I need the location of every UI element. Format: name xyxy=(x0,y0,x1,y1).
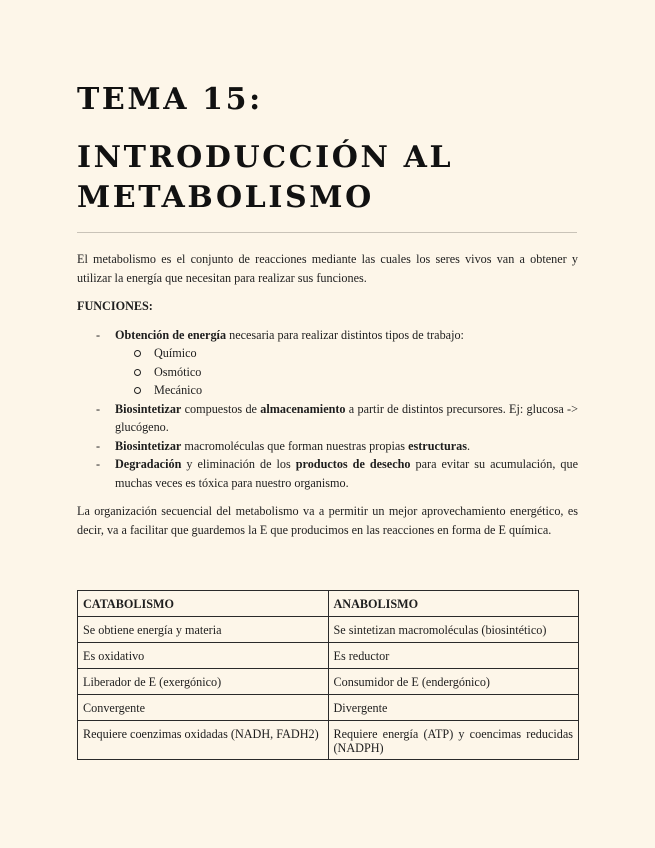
function-item-1-bold: Obtención de energía xyxy=(115,327,227,342)
functions-heading: FUNCIONES: xyxy=(77,299,153,313)
list-dash: - xyxy=(96,401,101,416)
function-item-4-mid: y eliminación de los xyxy=(181,457,296,471)
title-divider xyxy=(77,232,577,233)
table-cell: Es oxidativo xyxy=(78,643,329,669)
circle-bullet-icon xyxy=(134,350,141,357)
function-item-2-text: a partir de distintos precursores. Ej: glucosa -> glucógeno. xyxy=(115,401,578,434)
function-item-4-bold-2: productos de desecho xyxy=(295,457,411,471)
table-cell: Requiere energía (ATP) y coencimas reducidas (NADPH) xyxy=(328,721,579,760)
function-item-2-bold-1: Biosintetizar xyxy=(115,401,182,416)
table-cell: Liberador de E (exergónico) xyxy=(78,669,329,695)
table-row xyxy=(78,721,579,760)
title-line-2 xyxy=(77,138,577,218)
function-item-4 xyxy=(77,455,578,492)
table-cell: Consumidor de E (endergónico) xyxy=(328,669,579,695)
work-types-list xyxy=(115,344,578,400)
table-cell: Se sintetizan macromoléculas (biosintético) xyxy=(328,617,579,643)
comparison-table xyxy=(77,590,579,760)
table-row xyxy=(78,669,579,695)
work-type-item xyxy=(115,381,578,400)
work-type-label: Osmótico xyxy=(154,364,202,379)
function-item-3-bold-2: estructuras xyxy=(408,438,467,453)
function-item-2-mid: compuestos de xyxy=(181,401,261,416)
list-dash: - xyxy=(96,457,101,471)
list-dash: - xyxy=(96,438,101,453)
list-dash: - xyxy=(96,327,101,342)
table-cell: Convergente xyxy=(78,695,329,721)
intro-paragraph: El metabolismo es el conjunto de reacciones mediante las cuales los seres vivos van a obtener y utilizar la energía que necesitan para realizar sus funciones. xyxy=(77,252,578,285)
table-cell: Requiere coenzimas oxidadas (NADH, FADH2) xyxy=(78,721,329,760)
table-row xyxy=(78,643,579,669)
organization-paragraph: La organización secuencial del metabolismo va a permitir un mejor aprovechamiento energético, es decir, va a facilitar que guardemos la E que producimos en las reacciones en forma de E química. xyxy=(77,504,578,537)
table-header-cell: CATABOLISMO xyxy=(78,591,329,617)
function-item-3-text: . xyxy=(466,438,471,453)
function-item-3 xyxy=(77,437,578,456)
table-cell: Se obtiene energía y materia xyxy=(78,617,329,643)
table-row xyxy=(78,695,579,721)
function-item-1-text: necesaria para realizar distintos tipos de trabajo: xyxy=(226,327,464,342)
function-item-4-bold-1: Degradación xyxy=(115,457,182,471)
work-type-item xyxy=(115,363,578,382)
circle-bullet-icon xyxy=(134,387,141,394)
function-item-2-bold-2: almacenamiento xyxy=(260,401,346,416)
page-title xyxy=(77,80,577,218)
circle-bullet-icon xyxy=(134,369,141,376)
function-item-3-bold-1: Biosintetizar xyxy=(115,438,182,453)
function-item-1 xyxy=(77,326,578,400)
table-cell: Divergente xyxy=(328,695,579,721)
work-type-label: Mecánico xyxy=(154,383,203,397)
function-item-2 xyxy=(77,400,578,437)
table-cell: Es reductor xyxy=(328,643,579,669)
work-type-label: Químico xyxy=(154,346,197,360)
table-row xyxy=(78,617,579,643)
document-body xyxy=(77,250,578,539)
functions-list xyxy=(77,326,578,493)
title-line-2b: METABOLISMO xyxy=(77,179,374,215)
function-item-3-mid: macromoléculas que forman nuestras propias xyxy=(181,438,409,453)
work-type-item xyxy=(115,344,578,363)
table-header-row xyxy=(78,591,579,617)
title-line-2a: INTRODUCCIÓN AL xyxy=(77,139,454,175)
table-header-cell: ANABOLISMO xyxy=(328,591,579,617)
title-line-1: TEMA 15: xyxy=(77,82,263,117)
function-item-4-text: para evitar su acumulación, que muchas veces es tóxica para nuestro organismo. xyxy=(115,457,578,490)
